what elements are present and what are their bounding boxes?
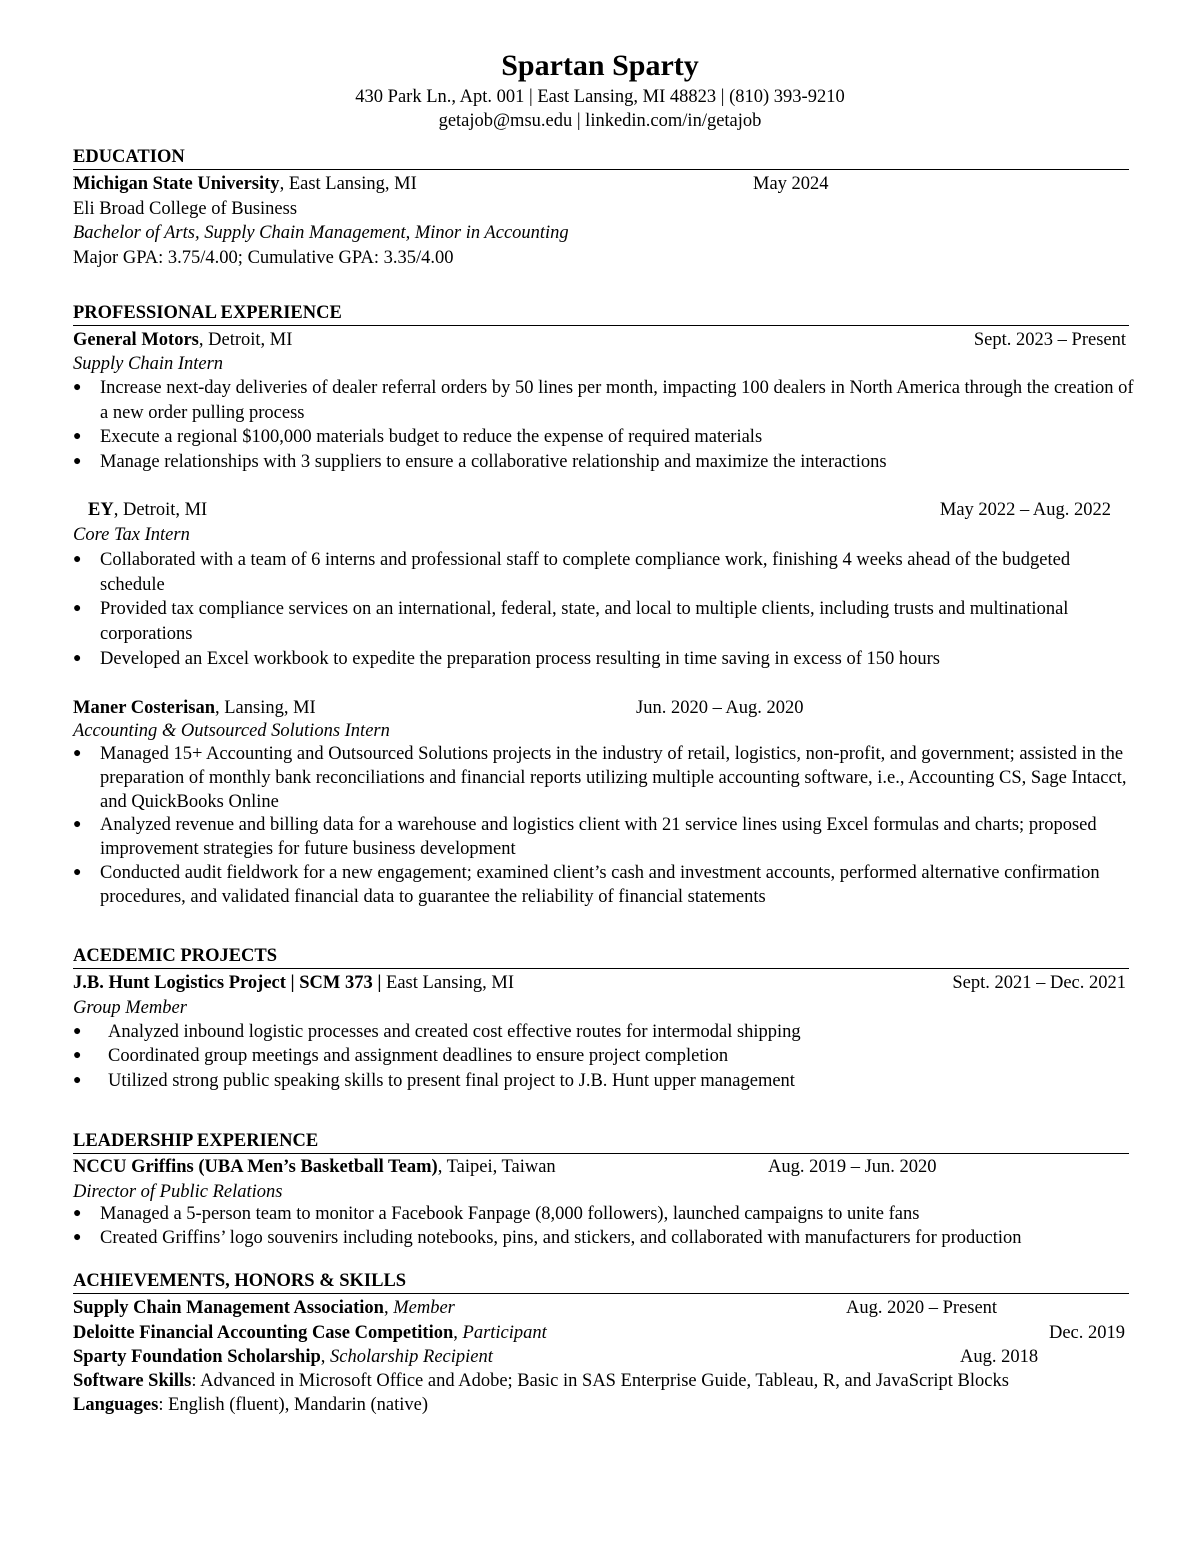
section-heading-experience: PROFESSIONAL EXPERIENCE	[73, 302, 1129, 326]
bullet-icon: ●	[73, 746, 82, 761]
project-role: Group Member	[73, 998, 187, 1018]
employer-location: , Detroit, MI	[113, 500, 208, 520]
section-heading-education: EDUCATION	[73, 146, 1129, 170]
leadership-org	[73, 1155, 556, 1180]
org-location: , Taipei, Taiwan	[437, 1157, 556, 1177]
school-name: Michigan State University	[73, 174, 280, 194]
job-date: Jun. 2020 – Aug. 2020	[636, 698, 804, 718]
achievement-item: Supply Chain Management Association, Member	[73, 1298, 455, 1318]
education-school	[73, 172, 417, 197]
org-name: NCCU Griffins (UBA Men’s Basketball Team)	[73, 1157, 438, 1177]
employer-location: , Detroit, MI	[198, 330, 293, 350]
candidate-name: Spartan Sparty	[501, 49, 699, 82]
section-heading-projects: ACEDEMIC PROJECTS	[73, 945, 1129, 969]
job-employer	[73, 696, 316, 721]
employer-location: , Lansing, MI	[214, 698, 316, 718]
education-date: May 2024	[753, 174, 829, 194]
bullet-icon: ●	[73, 601, 82, 616]
project-location: East Lansing, MI	[381, 973, 514, 993]
job-role: Accounting & Outsourced Solutions Intern	[73, 721, 390, 741]
bullet-icon: ●	[73, 651, 82, 666]
achievement-date: Dec. 2019	[1048, 1323, 1125, 1343]
bullet-icon: ●	[73, 817, 82, 832]
section-heading-achievements: ACHIEVEMENTS, HONORS & SKILLS	[73, 1270, 1129, 1294]
contact-email-linkedin: getajob@msu.edu | linkedin.com/in/getajob	[438, 111, 762, 131]
bullet-icon: ●	[73, 1230, 82, 1245]
achievement-item: Sparty Foundation Scholarship, Scholarship Recipient	[73, 1347, 493, 1367]
section-heading-leadership: LEADERSHIP EXPERIENCE	[73, 1130, 1129, 1154]
employer-name: Maner Costerisan	[73, 698, 215, 718]
bullet-icon: ●	[73, 865, 82, 880]
education-degree: Bachelor of Arts, Supply Chain Management, Minor in Accounting	[73, 223, 569, 243]
bullet-icon: ●	[73, 1024, 82, 1039]
education-college: Eli Broad College of Business	[73, 199, 298, 219]
bullet-icon: ●	[73, 1048, 82, 1063]
leadership-role: Director of Public Relations	[73, 1182, 283, 1202]
job-employer	[88, 498, 207, 523]
employer-name: General Motors	[73, 330, 199, 350]
leadership-date: Aug. 2019 – Jun. 2020	[768, 1157, 937, 1177]
bullet-icon: ●	[73, 1206, 82, 1221]
resume-page: Spartan Sparty 430 Park Ln., Apt. 001 | East Lansing, MI 48823 | (810) 393-9210 getajob@msu.edu | linkedin.com/in/getajob EDUCATION Michigan State University, East Lansing, MI May 2024 Eli Broad College of Business Bachelor of Arts, Supply Chain Management, Minor in Accounting Major GPA: 3.75/4.00; Cumulative GPA: 3.35/4.00 PROFESSIONAL EXPERIENCE General Motors, Detroit, MI Sept. 2023 – Present Supply Chain Intern ● Increase next-day deliveries of dealer referral orders by 50 lines per month, impacting 100 dealers in North America through the creation of a new order pulling process ● Execute a regional $100,000 materials budget to reduce the expense of required materials ● Manage relationships with 3 suppliers to ensure a collaborative relationship and maximize the interactions EY, Detroit, MI May 2022 – Aug. 2022 Core Tax Intern ● Collaborated with a team of 6 interns and professional staff to complete compliance work, finishing 4 weeks ahead of the budgeted schedule ● Provided tax compliance services on an international, federal, state, and local to multiple clients, including trusts and multinational corporations ● Developed an Excel workbook to expedite the preparation process resulting in time saving in excess of 150 hours Maner Costerisan, Lansing, MI Jun. 2020 – Aug. 2020 Accounting & Outsourced Solutions Intern ● Managed 15+ Accounting and Outsourced Solutions projects in the industry of retail, logistics, non-profit, and government; assisted in the preparation of monthly bank reconciliations and financial reports utilizing multiple accounting software, i.e., Accounting CS, Sage Intacct, and QuickBooks Online ● Analyzed revenue and billing data for a warehouse and logistics client with 21 service lines using Excel formulas and charts; proposed improvement strategies for future business development ● Conducted audit fieldwork for a new engagement; examined client’s cash and investment accounts, performed alternative confirmation procedures, and validated financial data to guarantee the reliability of financial statements ACEDEMIC PROJECTS J.B. Hunt Logistics Project | SCM 373 | East Lansing, MI Sept. 2021 – Dec. 2021 Group Member ● Analyzed inbound logistic processes and created cost effective routes for intermodal shipping ● Coordinated group meetings and assignment deadlines to ensure project completion ● Utilized strong public speaking skills to present final project to J.B. Hunt upper management LEADERSHIP EXPERIENCE NCCU Griffins (UBA Men’s Basketball Team), Taipei, Taiwan Aug. 2019 – Jun. 2020 Director of Public Relations ● Managed a 5-person team to monitor a Facebook Fanpage (8,000 followers), launched campaigns to unite fans ● Created Griffins’ logo souvenirs including notebooks, pins, and stickers, and collaborated with manufacturers for production ACHIEVEMENTS, HONORS & SKILLS Supply Chain Management Association, Member Aug. 2020 – Present Deloitte Financial Accounting Case Competition, Participant Dec. 2019 Sparty Foundation Scholarship, Scholarship Recipient Aug. 2018 Software Skills: Advanced in Microsoft Office and Adobe; Basic in SAS Enterprise Guide, Tableau, R, and JavaScript Blocks Languages: English (fluent), Mandarin (native)	[0, 0, 1200, 1553]
job-date: Sept. 2023 – Present	[973, 330, 1126, 350]
bullet-icon: ●	[73, 380, 82, 395]
school-location: , East Lansing, MI	[279, 174, 417, 194]
employer-name: EY	[88, 500, 114, 520]
job-date: May 2022 – Aug. 2022	[939, 500, 1111, 520]
education-gpa: Major GPA: 3.75/4.00; Cumulative GPA: 3.35/4.00	[73, 248, 454, 268]
bullet-icon: ●	[73, 1073, 82, 1088]
achievement-item: Deloitte Financial Accounting Case Competition, Participant	[73, 1323, 547, 1343]
job-role: Core Tax Intern	[73, 525, 190, 545]
job-role: Supply Chain Intern	[73, 354, 224, 374]
project-title	[73, 971, 514, 996]
contact-address-phone: 430 Park Ln., Apt. 001 | East Lansing, MI 48823 | (810) 393-9210	[355, 87, 845, 107]
languages: Languages: English (fluent), Mandarin (native)	[73, 1395, 429, 1415]
project-name: J.B. Hunt Logistics Project | SCM 373 |	[73, 973, 382, 993]
achievement-date: Aug. 2018	[960, 1347, 1039, 1367]
software-skills: Software Skills: Advanced in Microsoft Office and Adobe; Basic in SAS Enterprise Guide, Tableau, R, and JavaScript Blocks	[73, 1371, 1009, 1391]
achievement-date: Aug. 2020 – Present	[846, 1298, 998, 1318]
project-date: Sept. 2021 – Dec. 2021	[952, 973, 1126, 993]
bullet-icon: ●	[73, 429, 82, 444]
bullet-icon: ●	[73, 552, 82, 567]
job-employer	[73, 328, 292, 353]
bullet-icon: ●	[73, 454, 82, 469]
